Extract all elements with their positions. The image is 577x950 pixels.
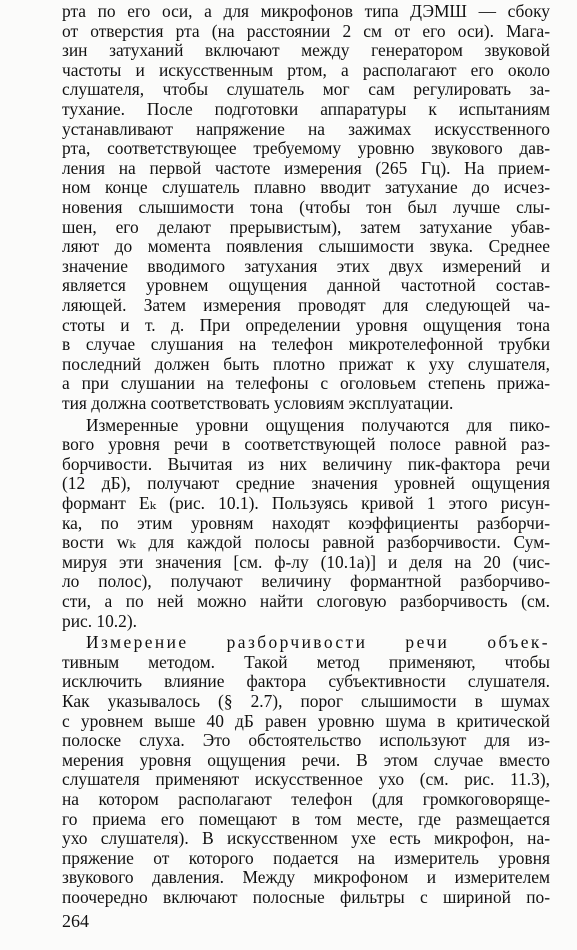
text-line: исключить влияние фактора субъективности слушателя. bbox=[62, 671, 550, 692]
text-line: рис. 10.2). bbox=[62, 610, 137, 631]
text-line: является уровнем ощущения данной частотной состав- bbox=[62, 275, 550, 296]
text-line: шен, его делают прерывистым), затем затухание убав- bbox=[62, 216, 550, 237]
text-line: слушателя применяют искусственное ухо (см. рис. 11.3), bbox=[62, 769, 550, 790]
text-line: мируя эти значения [см. ф-лу (10.1а)] и деля на 20 (чис- bbox=[62, 551, 550, 572]
text-line: слушателя, чтобы слушатель мог сам регулировать за- bbox=[62, 79, 550, 100]
text-line: ло полос), получают величину формантной разборчиво- bbox=[62, 571, 550, 592]
text-line: ления на первой частоте измерения (265 Гц). На прием- bbox=[62, 157, 550, 178]
text-line: стоты и т. д. При определении уровня ощущения тона bbox=[62, 314, 550, 335]
text-line: на котором располагают телефон (для громкоговоряще- bbox=[62, 789, 550, 809]
text-line: зин затуханий включают между генератором звуковой bbox=[62, 40, 550, 61]
text-line: Как указывалось (§ 2.7), порог слышимости в шумах bbox=[62, 691, 550, 711]
text-line: вости wₖ для каждой полосы равной разборчивости. Сум- bbox=[62, 532, 550, 553]
text-line: полоске слуха. Это обстоятельство используют для из- bbox=[62, 730, 550, 751]
text-line: мерения уровня ощущения речи. В этом случае вместо bbox=[62, 749, 550, 770]
text-line: последний должен быть плотно прижат к уху слушателя, bbox=[62, 353, 550, 374]
text-line: формант Eₖ (рис. 10.1). Пользуясь кривой 1 этого рисун- bbox=[62, 493, 550, 513]
text-line: значение вводимого затухания этих двух измерений и bbox=[62, 255, 550, 276]
text-line: звукового давления. Между микрофоном и измерителем bbox=[62, 867, 550, 888]
text-line: вого уровня речи в соответствующей полосе равной раз- bbox=[62, 434, 550, 455]
text-line: ухо слушателя). В искусственном ухе есть микрофон, на- bbox=[62, 828, 550, 849]
text-line: от отверстия рта (на расстоянии 2 см от его оси). Мага- bbox=[62, 20, 550, 41]
text-line: с уровнем выше 40 дБ равен уровню шума в критической bbox=[62, 710, 550, 731]
text-line: ном конце слушатель плавно вводит затухание до исчез- bbox=[62, 177, 550, 198]
page-number: 264 bbox=[62, 910, 89, 931]
text-line: рта, соответствующее требуемому уровню звукового дав- bbox=[62, 138, 550, 159]
text-line: а при слушании на телефоны с оголовьем степень прижа- bbox=[62, 373, 550, 394]
text-line: частоты и искусственным ртом, а располагают его около bbox=[62, 59, 550, 80]
text-line: (12 дБ), получают средние значения уровней ощущения bbox=[62, 473, 550, 494]
text-line: ка, по этим уровням находят коэффициенты разборчи- bbox=[62, 512, 550, 533]
text-line: устанавливают напряжение на зажимах искусственного bbox=[62, 118, 550, 139]
text-line: тия должна соответствовать условиям эксплуатации. bbox=[62, 393, 454, 413]
text-line: го приема его помещают в том месте, где размещается bbox=[62, 808, 550, 829]
text-line: Измеренные уровни ощущения получаются для пико- bbox=[86, 414, 550, 435]
text-line: пряжение от которого подается на измеритель уровня bbox=[62, 847, 550, 868]
text-line: рта по его оси, а для микрофонов типа ДЭМШ — сбоку bbox=[62, 1, 550, 21]
text-line: сти, а по ней можно найти слоговую разборчивость (см. bbox=[62, 591, 550, 611]
section-heading-line: Измерение разборчивости речи объек- bbox=[86, 632, 550, 653]
text-line: поочередно включают полосные фильтры с шириной по- bbox=[62, 887, 550, 907]
text-line: ляют до момента появления слышимости звука. Среднее bbox=[62, 236, 550, 257]
text-line: новения слышимости тона (чтобы тон был лучше слы- bbox=[62, 197, 550, 217]
text-line: тухание. После подготовки аппаратуры к испытаниям bbox=[62, 99, 550, 119]
text-line: в случае слушания на телефон микротелефонной трубки bbox=[62, 334, 550, 355]
text-line: борчивости. Вычитая из них величину пик-фактора речи bbox=[62, 453, 550, 474]
text-line: тивным методом. Такой метод применяют, чтобы bbox=[62, 651, 550, 672]
text-line: ляющей. Затем измерения проводят для следующей ча- bbox=[62, 295, 550, 315]
